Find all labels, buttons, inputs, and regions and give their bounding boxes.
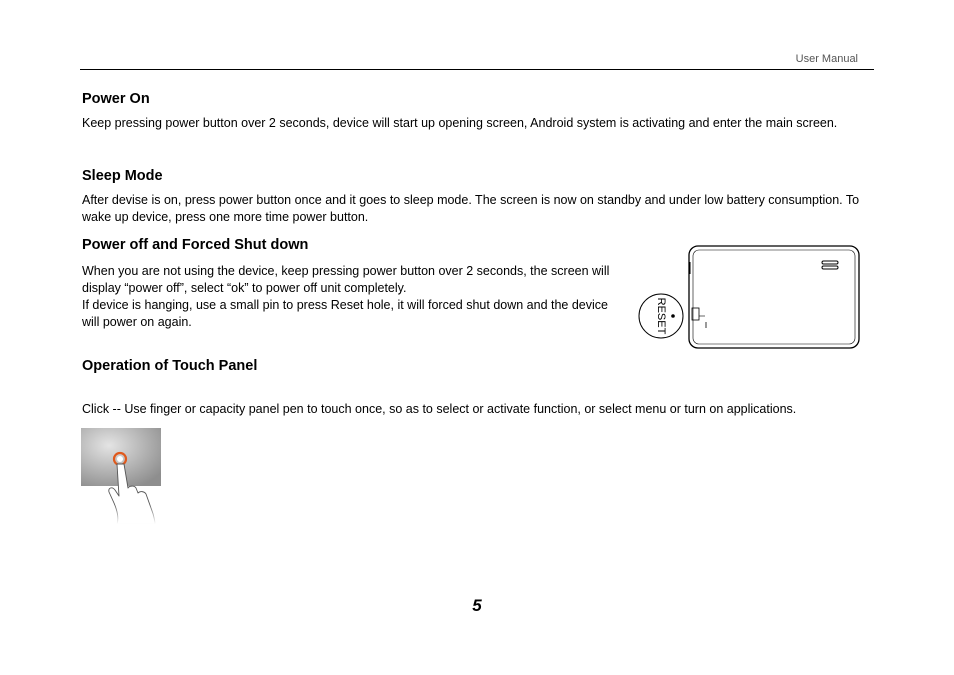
section-body-sleep-mode: After devise is on, press power button once and it goes to sleep mode. The screen is now on standby and under low battery consumption. To wake up device, press one more time power button.	[82, 193, 860, 224]
section-title-touch-panel: Operation of Touch Panel	[82, 358, 258, 374]
forced-shutdown-instructions: If device is hanging, use a small pin to press Reset hole, it will forced shut down and the device will power on again.	[82, 298, 608, 329]
section-title-power-on: Power On	[82, 91, 150, 107]
section-body-power-on: Keep pressing power button over 2 seconds, device will start up opening screen, Android system is activating and enter the main screen.	[82, 116, 838, 130]
touch-fig-fade	[81, 504, 161, 524]
power-off-instructions: When you are not using the device, keep pressing power button over 2 seconds, the screen will display “power off”, select “ok” to power off unit completely.	[82, 264, 610, 295]
reset-dot-icon	[671, 314, 675, 318]
speaker-slot-icon-2	[822, 266, 838, 269]
tap-point-icon	[117, 456, 123, 462]
header-label: User Manual	[795, 53, 858, 65]
section-title-sleep-mode: Sleep Mode	[82, 168, 163, 184]
header-divider	[80, 69, 874, 70]
section-body-touch-panel: Click -- Use finger or capacity panel pen to touch once, so as to select or activate function, or select menu or turn on applications.	[82, 402, 797, 416]
tablet-reset-diagram	[636, 244, 864, 352]
section-title-power-off: Power off and Forced Shut down	[82, 237, 309, 253]
page-number: 5	[472, 596, 482, 615]
reset-label: RESET	[655, 297, 667, 335]
section-body-power-off	[82, 263, 612, 331]
finger-tap-illustration	[81, 428, 161, 524]
speaker-slot-icon	[822, 261, 838, 264]
